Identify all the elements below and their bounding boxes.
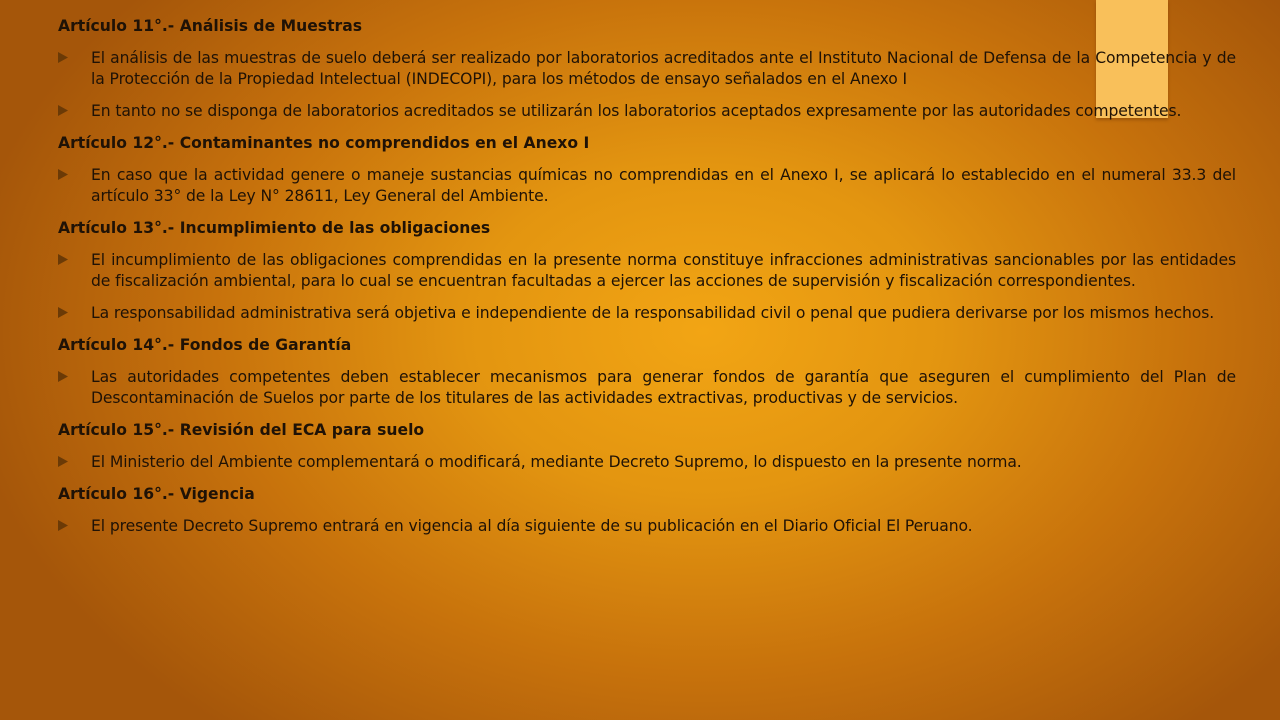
bullet-item (58, 367, 1236, 409)
bullet-text: El incumplimiento de las obligaciones comprendidas en la presente norma constituye infracciones administrativas sancionables por las entidades de fiscalización ambiental, para lo cual se encuentran facultadas a ejercer las acciones de supervisión y fiscalización correspondientes. (91, 251, 1236, 290)
bullet-item (58, 303, 1236, 324)
bullet-item (58, 165, 1236, 207)
section-articulo-12 (58, 133, 1236, 207)
triangle-right-icon (58, 48, 91, 63)
bullet-item (58, 516, 1236, 537)
section-heading: Artículo 12°.- Contaminantes no comprendidos en el Anexo I (58, 134, 590, 152)
bullet-item (58, 250, 1236, 292)
bullet-text: En tanto no se disponga de laboratorios acreditados se utilizarán los laboratorios aceptados expresamente por las autoridades competentes. (91, 102, 1182, 120)
section-articulo-14 (58, 335, 1236, 409)
section-heading: Artículo 15°.- Revisión del ECA para suelo (58, 421, 425, 439)
section-articulo-15 (58, 420, 1236, 473)
bullet-text: En caso que la actividad genere o maneje sustancias químicas no comprendidas en el Anexo I, se aplicará lo establecido en el numeral 33.3 del artículo 33° de la Ley N° 28611, Ley General del Ambiente. (91, 166, 1236, 205)
triangle-right-icon (58, 452, 91, 467)
bullet-text: El presente Decreto Supremo entrará en vigencia al día siguiente de su publicación en el Diario Oficial El Peruano. (91, 517, 973, 535)
section-articulo-16 (58, 484, 1236, 537)
bullet-text: El análisis de las muestras de suelo deberá ser realizado por laboratorios acreditados ante el Instituto Nacional de Defensa de la Competencia y de la Protección de la Propiedad Intelectual (INDECOPI), para los métodos de ensayo señalados en el Anexo I (91, 49, 1236, 88)
triangle-right-icon (58, 303, 91, 318)
bullet-item (58, 48, 1236, 90)
bullet-item (58, 101, 1236, 122)
triangle-right-icon (58, 516, 91, 531)
triangle-right-icon (58, 250, 91, 265)
bullet-text: El Ministerio del Ambiente complementará o modificará, mediante Decreto Supremo, lo dispuesto en la presente norma. (91, 453, 1022, 471)
section-articulo-13 (58, 218, 1236, 324)
section-articulo-11 (58, 16, 1236, 122)
triangle-right-icon (58, 367, 91, 382)
bullet-text: La responsabilidad administrativa será objetiva e independiente de la responsabilidad civil o penal que pudiera derivarse por los mismos hechos. (91, 304, 1215, 322)
triangle-right-icon (58, 101, 91, 116)
bullet-text: Las autoridades competentes deben establecer mecanismos para generar fondos de garantía que aseguren el cumplimiento del Plan de Descontaminación de Suelos por parte de los titulares de las actividades extractivas, productivas y de servicios. (91, 368, 1236, 407)
bullet-item (58, 452, 1236, 473)
triangle-right-icon (58, 165, 91, 180)
section-heading: Artículo 16°.- Vigencia (58, 485, 255, 503)
section-heading: Artículo 13°.- Incumplimiento de las obligaciones (58, 219, 491, 237)
section-heading: Artículo 11°.- Análisis de Muestras (58, 17, 363, 35)
section-heading: Artículo 14°.- Fondos de Garantía (58, 336, 352, 354)
slide-content (58, 16, 1236, 548)
